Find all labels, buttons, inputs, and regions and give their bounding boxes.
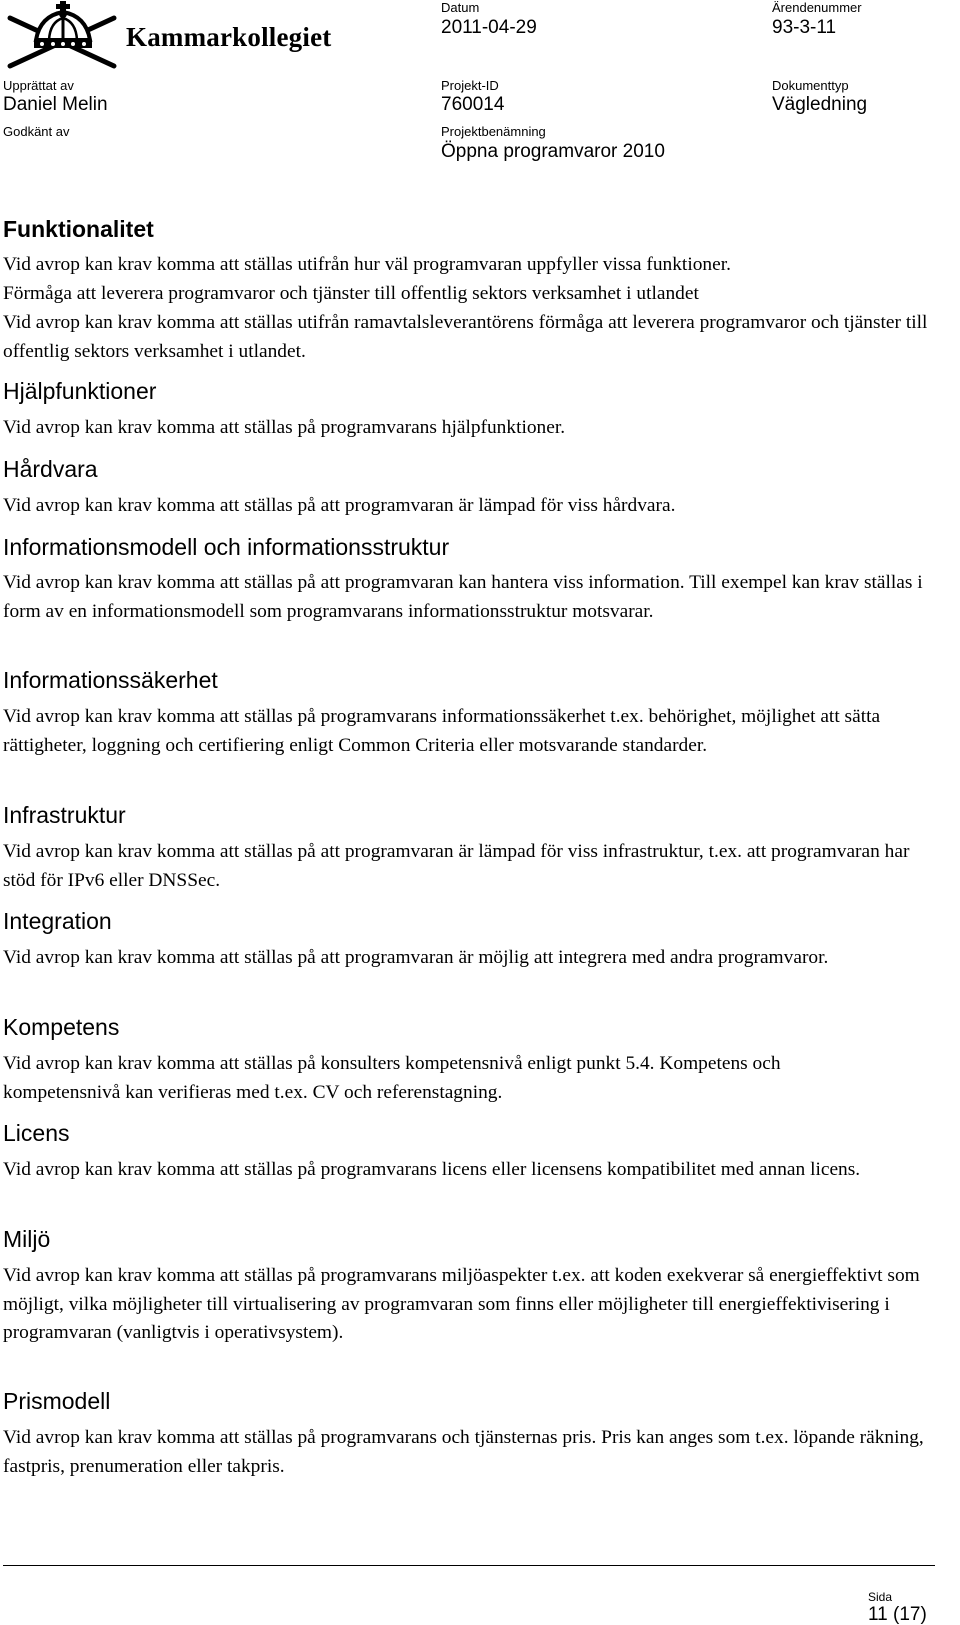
arendenummer-value: 93-3-11 (772, 17, 837, 38)
section-body: Vid avrop kan krav komma att ställas utifrån ramavtalsleverantörens förmåga att leverera programvaror och tjänster till offentlig sektors verksamhet i utlandet. (3, 312, 928, 362)
section-body: Vid avrop kan krav komma att ställas på att programvaran är möjlig att integrera med andra programvaror. (3, 947, 829, 968)
org-name: Kammarkollegiet (126, 22, 332, 52)
section-heading: Kompetens (3, 1014, 120, 1040)
projektid-value: 760014 (441, 94, 505, 115)
crown-emblem-icon (6, 0, 122, 70)
section-heading: Integration (3, 908, 112, 934)
section-heading: Miljö (3, 1226, 51, 1252)
section-heading: Infrastruktur (3, 802, 126, 828)
projektid-label: Projekt-ID (441, 78, 499, 93)
projektbenamning-value: Öppna programvaror 2010 (441, 141, 665, 162)
section-heading: Licens (3, 1120, 70, 1146)
section-body: Vid avrop kan krav komma att ställas på programvarans och tjänsternas pris. Pris kan anges som t.ex. löpande räkning, fastpris, prenumeration eller takpris. (3, 1427, 924, 1477)
arendenummer-label: Ärendenummer (772, 0, 862, 15)
page-number: 11 (17) (868, 1604, 927, 1625)
section-heading: Informationssäkerhet (3, 667, 218, 693)
section-heading: Hjälpfunktioner (3, 378, 157, 404)
dokumenttyp-value: Vägledning (772, 94, 868, 115)
dokumenttyp-label: Dokumenttyp (772, 78, 849, 93)
section-body: Vid avrop kan krav komma att ställas på att programvaran är lämpad för viss infrastruktur, t.ex. att programvaran har stöd för IPv6 eller DNSSec. (3, 841, 910, 891)
kammarkollegiet-logo (6, 0, 346, 72)
section-body: Vid avrop kan krav komma att ställas på programvarans miljöaspekter t.ex. att koden exekverar så energieffektivt som möjligt, vilka möjligheter till virtualisering av programvaran som finns eller möjligheter till energieffektivisering i programvaran (vanligtvis i operativsystem). (3, 1265, 920, 1343)
section-body: Vid avrop kan krav komma att ställas på att programvaran är lämpad för viss hårdvara. (3, 495, 676, 516)
upprattat-label: Upprättat av (3, 78, 74, 93)
footer-divider (3, 1565, 935, 1566)
section-heading: Förmåga att leverera programvaror och tjänster till offentlig sektors verksamhet i utlandet (3, 283, 699, 304)
page-label: Sida (868, 1590, 893, 1604)
section-body: Vid avrop kan krav komma att ställas på programvarans informationssäkerhet t.ex. behörighet, möjlighet att sätta rättigheter, loggning och certifiering enligt Common Criteria eller motsvarande standarder. (3, 706, 881, 756)
datum-label: Datum (441, 0, 480, 15)
datum-value: 2011-04-29 (441, 17, 537, 38)
section-heading: Funktionalitet (3, 216, 154, 242)
section-heading: Prismodell (3, 1388, 111, 1414)
section-body: Vid avrop kan krav komma att ställas på att programvaran kan hantera viss information. Till exempel kan krav ställas i form av en informationsmodell som programvarans informationsstruktur motsvarar. (3, 572, 923, 622)
section-body: Vid avrop kan krav komma att ställas på programvarans hjälpfunktioner. (3, 417, 566, 438)
section-body: Vid avrop kan krav komma att ställas på konsulters kompetensnivå enligt punkt 5.4. Kompetens och kompetensnivå kan verifieras med t.ex. CV och referenstagning. (3, 1053, 781, 1103)
upprattat-value: Daniel Melin (3, 94, 108, 115)
section-body: Vid avrop kan krav komma att ställas utifrån hur väl programvaran uppfyller vissa funktioner. (3, 254, 731, 275)
godkant-label: Godkänt av (3, 124, 70, 139)
section-heading: Informationsmodell och informationsstruktur (3, 534, 450, 560)
projektbenamning-label: Projektbenämning (441, 124, 546, 139)
section-body: Vid avrop kan krav komma att ställas på programvarans licens eller licensens kompatibilitet med annan licens. (3, 1159, 861, 1180)
section-heading: Hårdvara (3, 456, 98, 482)
